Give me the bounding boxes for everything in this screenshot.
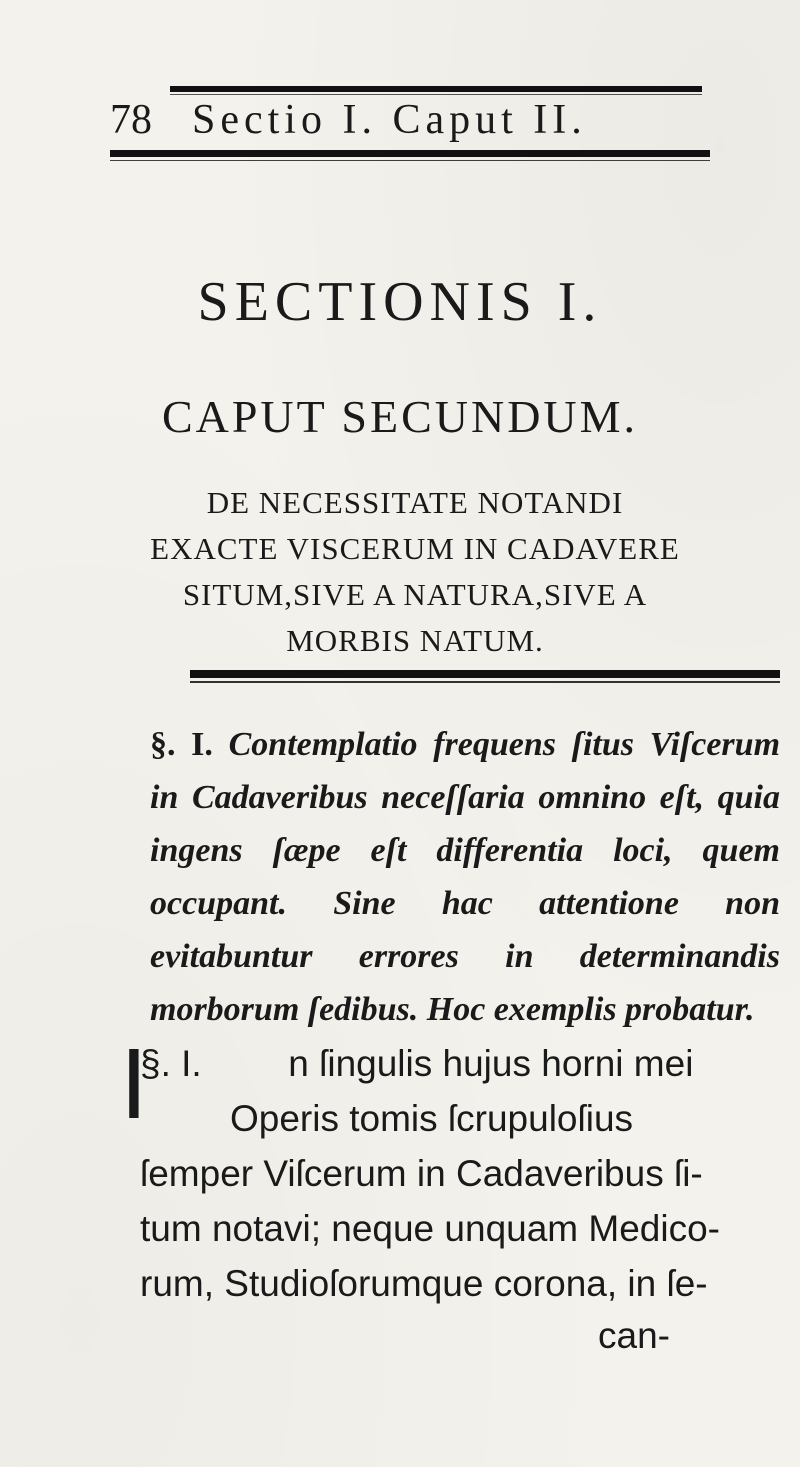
body-line: rum, Studioſorumque corona, in ſe- (140, 1263, 708, 1304)
body-section-mark: §. I. (140, 1043, 202, 1084)
section-title: SECTIONIS I. (197, 271, 603, 333)
top-border-rule-thin (170, 94, 702, 95)
drop-cap: I (120, 1028, 148, 1140)
body-line: ſemper Viſcerum in Cadaveribus ſi- (140, 1153, 703, 1194)
catchword: can- (598, 1315, 670, 1356)
ornamental-rule (190, 670, 780, 678)
running-head (110, 96, 710, 148)
summary-text: Contemplatio frequens ſitus Viſcerum in Cadaveribus neceſſaria omnino eſt, quia ingens ſæpe eſt differentia loci, quem occupant. Sine hac attentione non evitabuntur errores in determinandis morborum ſedibus. Hoc exemplis probatur. (150, 726, 781, 1028)
body-line-first (140, 1036, 780, 1091)
body-line: Operis tomis ſcrupuloſius (230, 1098, 634, 1139)
chapter-summary (150, 718, 780, 1036)
top-border-rule (170, 86, 702, 92)
summary-section-mark: §. I. (150, 726, 213, 763)
chapter-title: CAPUT SECUNDUM. (161, 391, 639, 442)
running-title: Sectio I. Caput II. (192, 97, 587, 143)
body-paragraph (140, 1036, 780, 1311)
subject-line: DE NECESSITATE NOTANDI (206, 485, 624, 520)
header-rule-thin (110, 160, 710, 161)
body-line: tum notavi; neque unquam Medico- (140, 1208, 721, 1249)
ornamental-rule-thin (190, 681, 780, 683)
subject-line: EXACTE VISCERUM IN CADAVERE (150, 531, 680, 566)
page-number: 78 (110, 97, 152, 143)
header-rule (110, 150, 710, 157)
subject-line: SITUM,SIVE A NATURA,SIVE A (182, 577, 648, 612)
chapter-subject (100, 480, 730, 664)
body-line-text: n ſingulis hujus horni mei (288, 1043, 694, 1084)
subject-line: MORBIS NATUM. (286, 623, 544, 658)
